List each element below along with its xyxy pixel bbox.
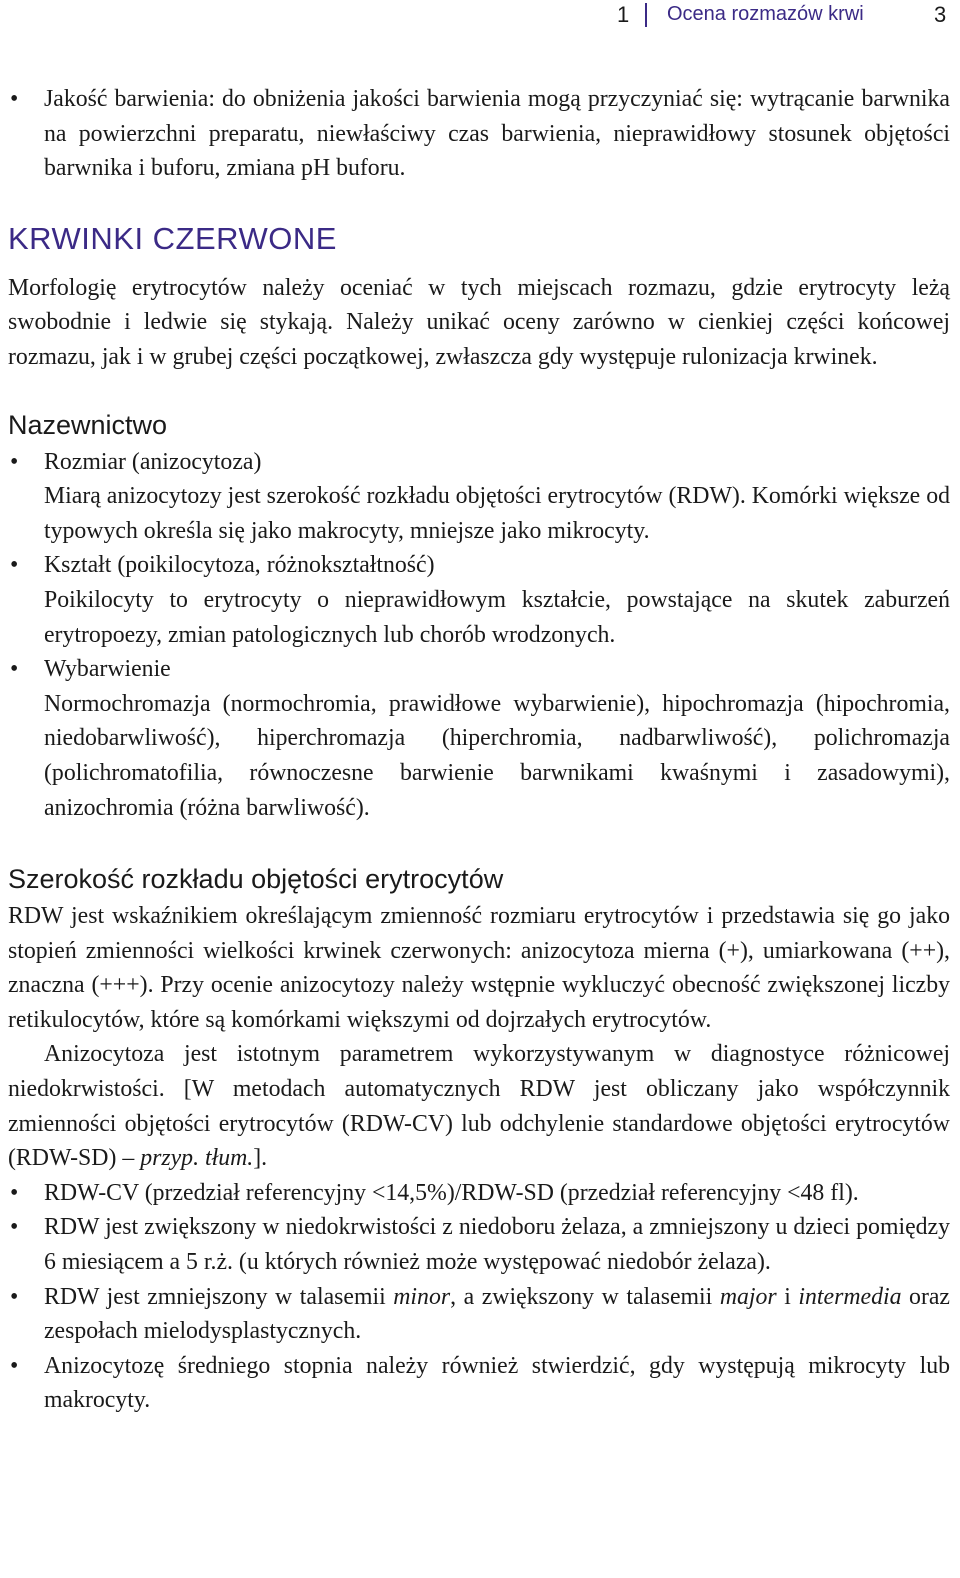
- page-number: 3: [934, 2, 947, 27]
- red-cells-paragraph: Morfologię erytrocytów należy oceniać w tych miejscach rozmazu, gdzie erytrocyty leżą swobodnie i ledwie się stykają. Należy unikać oceny zarówno w cienkiej części końcowej rozmazu, jak i w grubej części początkowej, zwłaszcza gdy występuje rulonizacja krwinek.: [8, 274, 950, 370]
- list-item: [8, 445, 950, 549]
- list-item: [8, 82, 950, 186]
- rdw-list: [8, 1176, 950, 1418]
- rdw-paragraph-2: [8, 1037, 950, 1175]
- translator-note: przyp. tłum.: [140, 1145, 254, 1172]
- list-item-text: Normochromazja (normochromia, prawidłowe wybarwienie), hipochromazja (hipochromia, niedobarwliwość), hiperchromazja (hiperchromia, nadbarwliwość), polichromazja (polichromatofilia, równoczesne barwienie barwnikami kwaśnymi i zasadowymi), anizochromia (różna barwliwość).: [44, 690, 950, 821]
- page-content: [8, 82, 950, 1418]
- list-item-title: Kształt (poikilocytoza, różnokształtność): [44, 552, 435, 579]
- rdw-bullet-2: RDW jest zwiększony w niedokrwistości z niedoboru żelaza, a zmniejszony u dzieci pomiędzy 6 miesiącem a 5 r.ż. (u których również może występować niedobór żelaza).: [44, 1214, 950, 1276]
- bullet-icon: •: [10, 448, 19, 475]
- list-item-title: Wybarwienie: [44, 656, 171, 683]
- list-item-text: Miarą anizocytozy jest szerokość rozkładu objętości erytrocytów (RDW). Komórki większe od typowych określa się jako makrocyty, mniejsze jako mikrocyty.: [44, 483, 950, 544]
- list-item: [8, 1176, 950, 1211]
- running-header: [0, 0, 960, 34]
- list-item: [8, 548, 950, 652]
- rdw-bullet-3: [44, 1284, 950, 1345]
- rdw-paragraph-1: RDW jest wskaźnikiem określającym zmienność rozmiaru erytrocytów i przedstawia się go jako stopień zmienności wielkości krwinek czerwonych: anizocytoza mierna (+), umiarkowana (++), znaczna (+++). Przy ocenie anizocytozy należy wstępnie wykluczyć obecność zwiększonej liczby retikulocytów, które są komórkami większymi od dojrzałych erytrocytów.: [8, 903, 950, 1033]
- list-item: [8, 652, 950, 825]
- chapter-title: Ocena rozmazów krwi: [667, 3, 864, 25]
- section-heading-rdw: Szerokość rozkładu objętości erytrocytów: [8, 864, 504, 895]
- bullet-icon: •: [10, 1179, 19, 1206]
- text-span: oraz zespołach mielodysplastycznych.: [44, 1283, 950, 1345]
- rdw-bullet-4: Anizocytozę średniego stopnia należy również stwierdzić, gdy występują mikrocyty lub makrocyty.: [44, 1352, 950, 1414]
- bullet-icon: •: [10, 86, 19, 112]
- text-span: RDW jest zmniejszony w talasemii: [44, 1283, 394, 1310]
- rdw-paragraph-2-start: Anizocytoza jest istotnym parametrem wykorzystywanym w diagnostyce różnicowej niedokrwistości. [W metodach automatycznych RDW jest obliczany jako współczynnik zmienności objętości erytrocytów (RDW-CV) lub odchylenie standardowe objętości erytrocytów (RDW-SD) –: [8, 1041, 950, 1172]
- intro-list: [8, 82, 950, 186]
- list-item: [8, 1349, 950, 1418]
- bullet-icon: •: [10, 1283, 19, 1310]
- italic-term-minor: minor: [393, 1283, 451, 1310]
- list-item-title: Rozmiar (anizocytoza): [44, 448, 262, 475]
- italic-term-intermedia: intermedia: [798, 1283, 902, 1310]
- list-item: [8, 1280, 950, 1349]
- rdw-bullet-1: RDW-CV (przedział referencyjny <14,5%)/RDW-SD (przedział referencyjny <48 fl).: [44, 1179, 859, 1206]
- italic-term-major: major: [719, 1283, 777, 1310]
- text-span: i: [776, 1283, 799, 1310]
- bullet-icon: •: [10, 552, 19, 579]
- bullet-icon: •: [10, 656, 19, 683]
- rdw-paragraph-2-end: ].: [253, 1145, 268, 1172]
- bullet-icon: •: [10, 1214, 19, 1241]
- header-separator: [645, 3, 647, 27]
- list-item-text: Poikilocyty to erytrocyty o nieprawidłowym kształcie, powstające na skutek zaburzeń erytropoezy, zmian patologicznych lub chorób wrodzonych.: [44, 586, 950, 648]
- section-heading-nomenclature: Nazewnictwo: [8, 409, 168, 440]
- section-heading-red-cells: KRWINKI CZERWONE: [8, 220, 337, 256]
- nomenclature-list: [8, 445, 950, 826]
- text-span: , a zwiększony w talasemii: [450, 1283, 720, 1310]
- intro-bullet-text: Jakość barwienia: do obniżenia jakości barwienia mogą przyczyniać się: wytrącanie barwnika na powierzchni preparatu, niewłaściwy czas barwienia, nieprawidłowy stosunek objętości barwnika i buforu, zmiana pH buforu.: [44, 86, 950, 182]
- list-item: [8, 1210, 950, 1279]
- bullet-icon: •: [10, 1352, 19, 1379]
- chapter-number: 1: [617, 2, 630, 27]
